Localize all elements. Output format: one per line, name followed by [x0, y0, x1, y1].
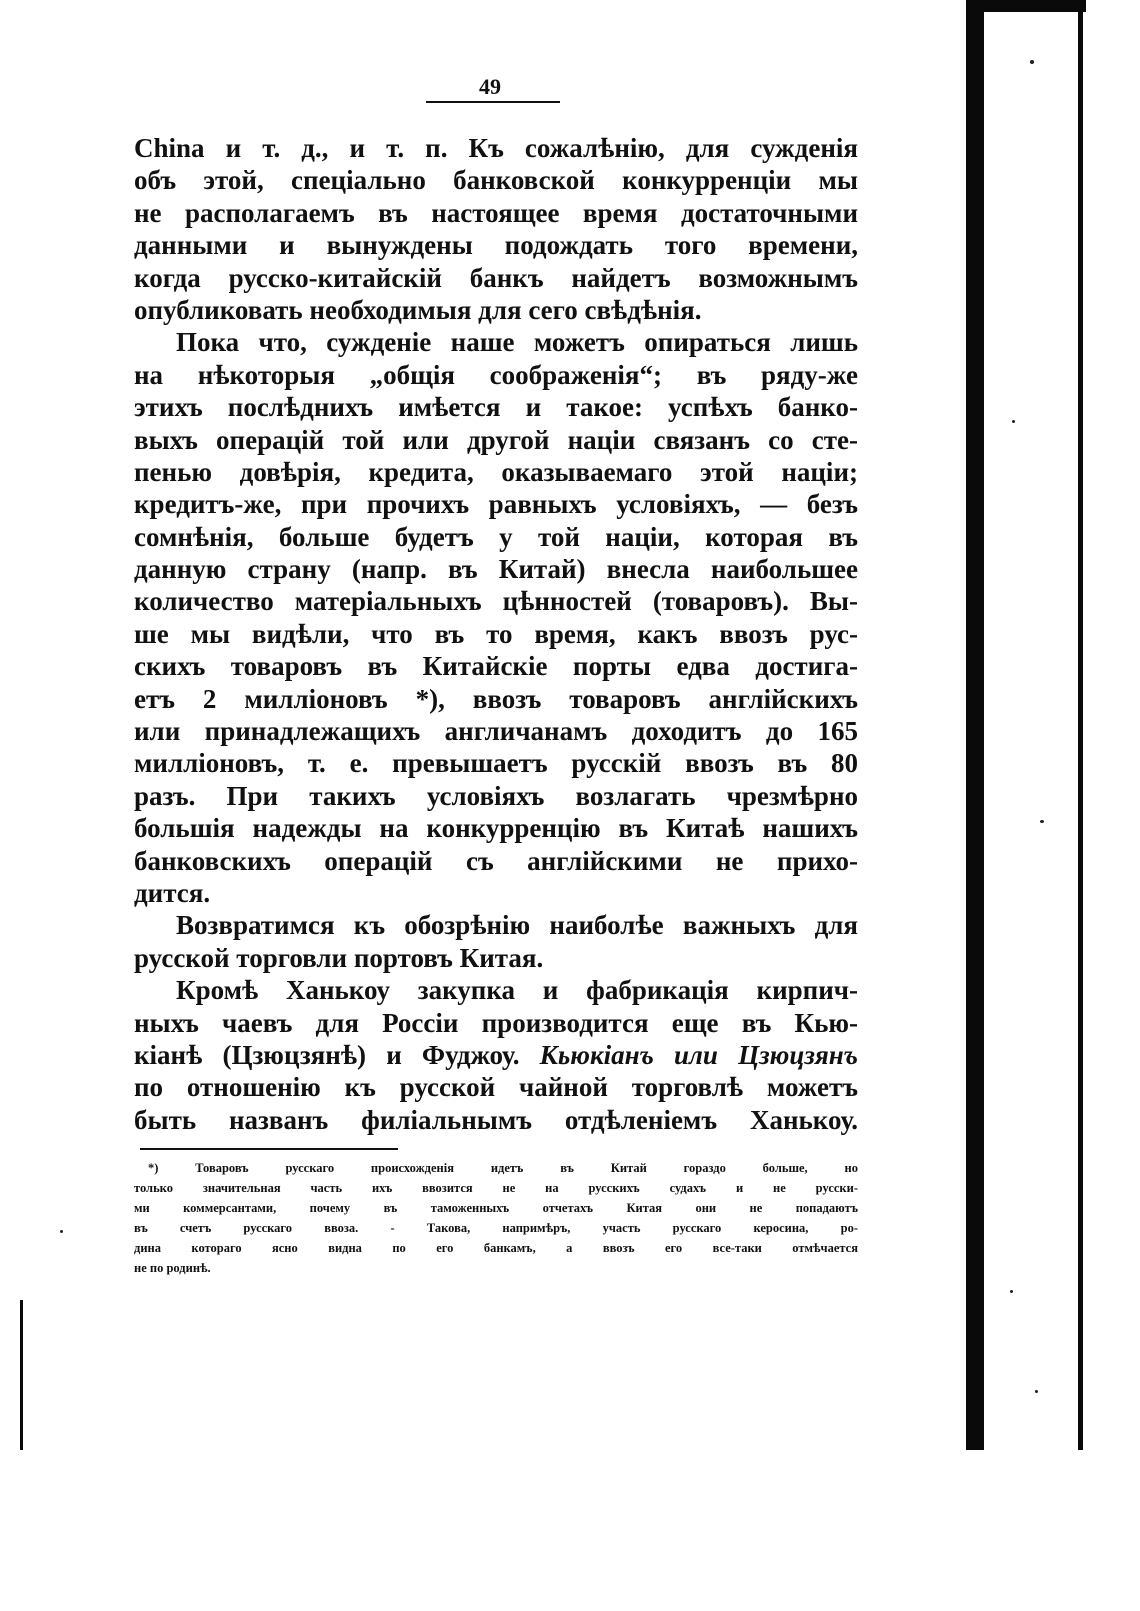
footnote-line-6: не по родинѣ.	[134, 1261, 211, 1275]
paragraph-4-line-3	[134, 1039, 858, 1071]
paragraph-1-line-4: данными и вынуждены подождать того времени,	[134, 230, 858, 261]
paragraph-2-line-13: или принадлежащихъ англичанамъ доходитъ до 165	[134, 716, 858, 747]
paragraph-2-line-7: сомнѣнія, больше будетъ у той націи, которая въ	[134, 521, 858, 552]
scan-edge-right-thin	[1078, 0, 1083, 1450]
paragraph-1-line-5: когда русско-китайскій банкъ найдетъ возможнымъ	[134, 262, 858, 293]
paragraph-2-line-17: банковскихъ операцій съ англійскими не прихо-	[134, 845, 858, 876]
footnote-rule	[140, 1148, 398, 1150]
paragraph-2-line-10: ше мы видѣли, что въ то время, какъ ввозъ рус-	[134, 618, 858, 649]
paragraph-2-line-1: Пока что, сужденіе наше можетъ опираться лишь	[176, 327, 858, 358]
paragraph-2-line-8: данную страну (напр. въ Китай) внесла наибольшее	[134, 554, 858, 585]
paragraph-2-line-9: количество матеріальныхъ цѣнностей (товаровъ). Вы-	[134, 586, 858, 617]
paragraph-4-line-4: по отношенію къ русской чайной торговлѣ можетъ	[134, 1072, 858, 1103]
paragraph-3-line-2: русской торговли портовъ Китая.	[134, 942, 544, 973]
paragraph-3-line-1: Возвратимся къ обозрѣнію наиболѣе важныхъ для	[176, 910, 858, 941]
paragraph-2-line-2: на нѣкоторыя „общія соображенія“; въ ряду-же	[134, 359, 858, 390]
footnote-line-2: только значительная часть ихъ ввозится не на русскихъ судахъ и не русски-	[134, 1181, 858, 1195]
scan-edge-left	[20, 1300, 23, 1450]
footnote-line-4: въ счетъ русскаго ввоза. - Такова, напримѣръ, участь русскаго керосина, ро-	[134, 1221, 858, 1235]
scan-speck	[1012, 420, 1015, 423]
page-number-rule	[426, 101, 560, 103]
paragraph-2-line-12: етъ 2 милліоновъ *), ввозъ товаровъ англійскихъ	[134, 683, 858, 714]
paragraph-1-line-2: объ этой, спеціально банковской конкурренціи мы	[134, 165, 858, 196]
scan-speck	[1030, 60, 1034, 64]
paragraph-2-line-3: этихъ послѣднихъ имѣется и такое: успѣхъ банко-	[134, 392, 858, 423]
body-text	[134, 132, 858, 1136]
scan-speck	[1010, 1290, 1013, 1293]
paragraph-1-line-1: China и т. д., и т. п. Къ сожалѣнію, для сужденія	[134, 133, 858, 163]
footnote-line-5: дина котораго ясно видна по его банкамъ, а ввозъ его все-таки отмѣчается	[134, 1241, 858, 1255]
scan-speck	[1035, 1390, 1038, 1393]
scan-edge-top	[966, 0, 1086, 12]
paragraph-2-line-15: разъ. При такихъ условіяхъ возлагать чрезмѣрно	[134, 780, 858, 811]
paragraph-4-line-5: быть названъ филіальнымъ отдѣленіемъ Ханькоу.	[134, 1104, 858, 1135]
footnote	[134, 1158, 858, 1278]
italic-heading: Кьюкіанъ или Цзюцзянъ	[539, 1039, 858, 1070]
paragraph-4-line-1: Кромѣ Ханькоу закупка и фабрикація кирпич-	[176, 975, 858, 1006]
footnote-line-1: *) Товаровъ русскаго происхожденія идетъ въ Китай гораздо больше, но	[148, 1161, 858, 1175]
paragraph-4-line-2: ныхъ чаевъ для Россіи производится еще въ Кью-	[134, 1007, 858, 1038]
footnote-line-3: ми коммерсантами, почему въ таможенныхъ отчетахъ Китая они не попадаютъ	[134, 1201, 858, 1215]
paragraph-2-line-14: милліоновъ, т. е. превышаетъ русскій ввозъ въ 80	[134, 748, 858, 779]
paragraph-4-line-3-text: кіанѣ (Цзюцзянѣ) и Фуджоу.	[134, 1039, 520, 1070]
scan-speck	[1040, 820, 1044, 823]
scan-edge-right-thick	[966, 0, 984, 1450]
paragraph-1-line-6: опубликовать необходимыя для сего свѣдѣнія.	[134, 294, 702, 325]
paragraph-2-line-6: кредитъ-же, при прочихъ равныхъ условіяхъ, — безъ	[134, 489, 858, 520]
paragraph-2-line-16: большія надежды на конкурренцію въ Китаѣ нашихъ	[134, 813, 858, 844]
paragraph-2-line-4: выхъ операцій той или другой націи связанъ со сте-	[134, 424, 858, 455]
scan-speck	[60, 1230, 63, 1233]
page-number: 49	[479, 74, 501, 99]
paragraph-2-line-18: дится.	[134, 877, 211, 908]
paragraph-2-line-5: пенью довѣрія, кредита, оказываемаго этой націи;	[134, 456, 858, 487]
paragraph-2-line-11: скихъ товаровъ въ Китайскіе порты едва достига-	[134, 651, 858, 682]
paragraph-1-line-3: не располагаемъ въ настоящее время достаточными	[134, 197, 858, 228]
